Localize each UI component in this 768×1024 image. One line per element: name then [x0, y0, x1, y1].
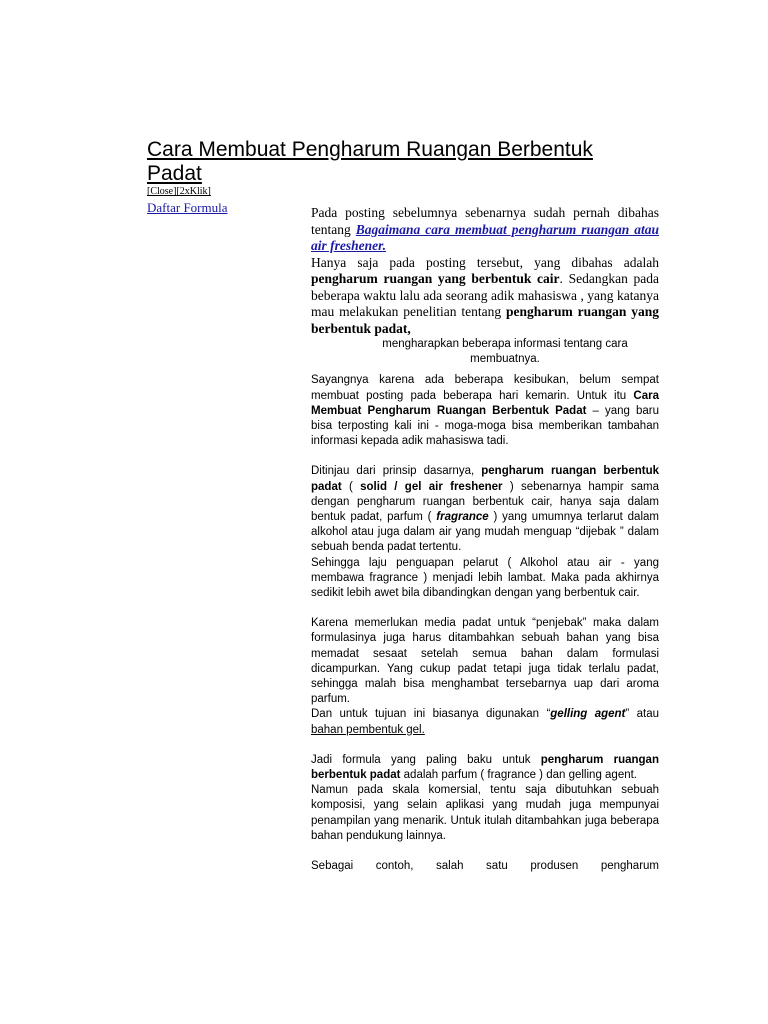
text: Jadi formula yang paling baku untuk [311, 753, 541, 766]
paragraph-block [311, 464, 659, 601]
paragraph [311, 707, 659, 737]
paragraph-block [311, 616, 659, 738]
spacer [311, 601, 659, 616]
bold-text: Cara Membuat Pengharum Ruangan Berbentuk Padat [311, 389, 659, 417]
paragraph-block [311, 373, 659, 449]
paragraph: Sehingga laju penguapan pelarut ( Alkohol atau air - yang membawa fragrance ) menjadi lebih lambat. Maka pada akhirnya sedikit lebih awet bila dibandingkan dengan yang berbentuk cair. [311, 556, 659, 600]
paragraph-block [311, 753, 659, 844]
text: Hanya saja pada posting tersebut, yang dibahas adalah [311, 254, 659, 270]
paragraph: Karena memerlukan media padat untuk “penjebak” maka dalam formulasinya juga harus ditambahkan sebuah bahan yang bisa memadat sesaat setelah semua bahan dalam formulasi dicampurkan. Yang cukup padat tetapi juga tidak terlalu padat, sehingga malah bisa menghambat tersebarnya uap dari aroma parfum. [311, 617, 659, 706]
bold-text: solid / gel air freshener [360, 480, 503, 493]
close-links [147, 186, 211, 198]
note-line: mengharapkan beberapa informasi tentang cara membuatnya. [382, 338, 628, 366]
spacer [311, 844, 659, 859]
paragraph [311, 753, 659, 783]
bold-text: pengharum ruangan berbentuk padat [311, 753, 659, 782]
paragraph [311, 205, 659, 255]
bold-text: pengharum ruangan yang berbentuk cair [311, 271, 560, 286]
bold-italic-text: fragrance [436, 511, 489, 524]
article-body [311, 205, 659, 874]
intro-paragraph [311, 205, 659, 337]
paragraph-block [311, 859, 659, 874]
double-click-link[interactable]: [2xKlik] [176, 186, 211, 197]
text: . Sedangkan pada beberapa waktu lalu ada seorang adik mahasiswa , yang katanya mau melakukan penelitian tentang [311, 271, 659, 319]
bold-text: pengharum ruangan yang berbentuk padat, [311, 304, 659, 336]
paragraph [311, 255, 659, 338]
spacer [311, 738, 659, 753]
text: Ditinjau dari prinsip dasarnya, [311, 465, 482, 478]
paragraph [311, 464, 659, 555]
text: ” atau [625, 708, 659, 721]
text: ( [341, 480, 361, 493]
close-link[interactable]: [Close] [147, 186, 177, 197]
bold-text: pengharum ruangan berbentuk padat [311, 465, 659, 493]
paragraph: Sebagai contoh, salah satu produsen pengharum [311, 860, 659, 873]
paragraph: Namun pada skala komersial, tentu saja dibutuhkan sebuah komposisi, yang selain aplikasi yang mudah juga mempunyai penampilan yang menarik. Untuk itulah ditambahkan juga beberapa bahan pendukung lainnya. [311, 784, 659, 842]
text: Dan untuk tujuan ini biasanya digunakan “ [311, 708, 551, 721]
paragraph [311, 373, 659, 449]
bold-italic-text: gelling agent [550, 708, 626, 721]
daftar-formula-link[interactable]: Daftar Formula [147, 200, 228, 215]
page-title: Cara Membuat Pengharum Ruangan Berbentuk Padat [147, 138, 593, 185]
text: Pada posting sebelumnya sebenarnya sudah pernah dibahas tentang [311, 205, 659, 237]
underlined-text: bahan pembentuk gel. [311, 723, 425, 736]
text: – yang baru bisa terposting kali ini - moga-moga bisa memberikan tambahan informasi kepada adik mahasiswa tadi. [311, 404, 659, 448]
previous-post-link[interactable]: Bagaimana cara membuat pengharum ruangan atau air freshener. [311, 221, 659, 253]
text: Sayangnya karena ada beberapa kesibukan, belum sempat membuat posting pada beberapa hari kemarin. Untuk itu [311, 374, 659, 402]
text: ) yang umumnya terlarut dalam alkohol atau juga dalam air yang mudah menguap “dijebak ” dalam sebuah benda padat tertentu. [311, 511, 659, 554]
spacer [311, 449, 659, 464]
text: adalah parfum ( fragrance ) dan gelling agent. [400, 769, 638, 782]
text: ) sebenarnya hampir sama dengan pengharum ruangan berbentuk cair, hanya saja dalam bentuk padat, parfum ( [311, 480, 659, 524]
